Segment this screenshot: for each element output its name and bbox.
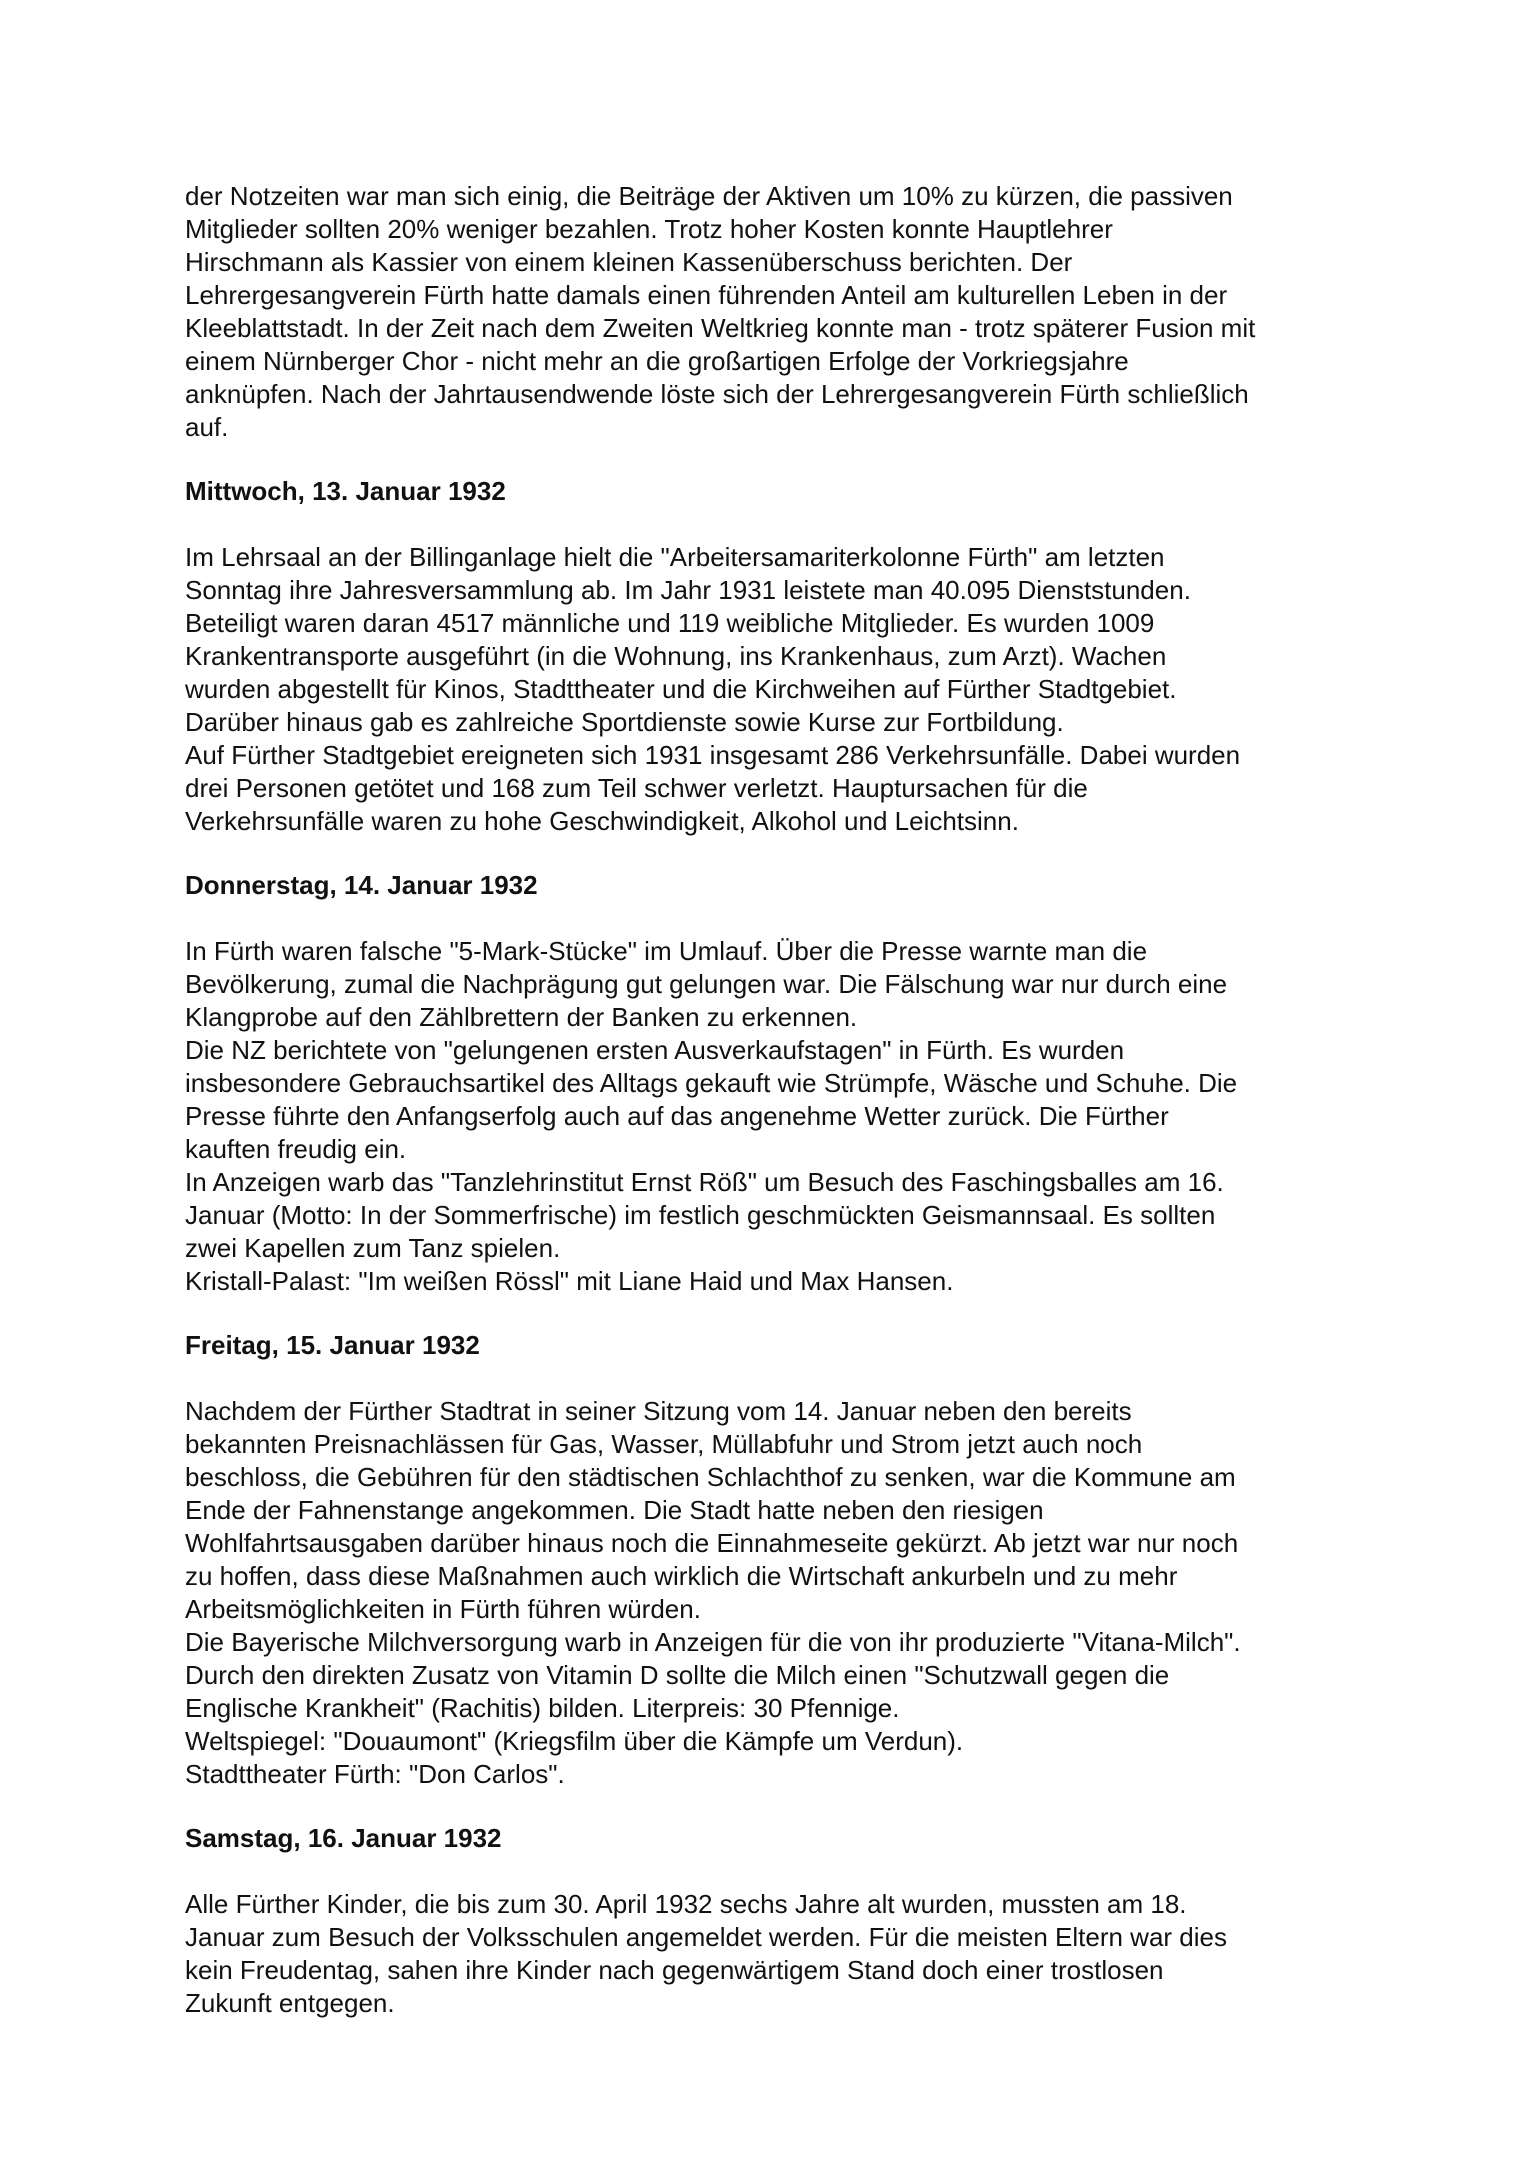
- text-line: Kristall-Palast: "Im weißen Rössl" mit Liane Haid und Max Hansen.: [185, 1266, 954, 1296]
- text-line: Januar (Motto: In der Sommerfrische) im festlich geschmückten Geismannsaal. Es sollten: [185, 1200, 1216, 1230]
- text-line: Die Bayerische Milchversorgung warb in Anzeigen für die von ihr produzierte "Vitana-Milch".: [185, 1627, 1241, 1657]
- text-line: drei Personen getötet und 168 zum Teil schwer verletzt. Hauptursachen für die: [185, 773, 1088, 803]
- text-line: Die NZ berichtete von "gelungenen ersten Ausverkaufstagen" in Fürth. Es wurden: [185, 1035, 1125, 1065]
- text-line: kein Freudentag, sahen ihre Kinder nach gegenwärtigem Stand doch einer trostlosen: [185, 1955, 1164, 1985]
- text-line: In Fürth waren falsche "5-Mark-Stücke" im Umlauf. Über die Presse warnte man die: [185, 936, 1148, 966]
- section-heading: Freitag, 15. Januar 1932: [185, 1330, 480, 1360]
- section-paragraph: [185, 541, 1370, 838]
- intro-paragraph: [185, 180, 1370, 444]
- section-paragraph: [185, 1395, 1370, 1791]
- text-line: Beteiligt waren daran 4517 männliche und 119 weibliche Mitglieder. Es wurden 1009: [185, 608, 1155, 638]
- text-line: Presse führte den Anfangserfolg auch auf das angenehme Wetter zurück. Die Fürther: [185, 1101, 1169, 1131]
- intro-line: Hirschmann als Kassier von einem kleinen Kassenüberschuss berichten. Der: [185, 247, 1073, 277]
- text-line: Stadttheater Fürth: "Don Carlos".: [185, 1759, 565, 1789]
- intro-line: auf.: [185, 412, 229, 442]
- intro-line: anknüpfen. Nach der Jahrtausendwende löste sich der Lehrergesangverein Fürth schließlich: [185, 379, 1249, 409]
- text-line: zwei Kapellen zum Tanz spielen.: [185, 1233, 561, 1263]
- text-line: Weltspiegel: "Douaumont" (Kriegsfilm über die Kämpfe um Verdun).: [185, 1726, 964, 1756]
- text-line: insbesondere Gebrauchsartikel des Alltags gekauft wie Strümpfe, Wäsche und Schuhe. Die: [185, 1068, 1238, 1098]
- text-line: Auf Fürther Stadtgebiet ereigneten sich 1931 insgesamt 286 Verkehrsunfälle. Dabei wurden: [185, 740, 1241, 770]
- text-line: Englische Krankheit" (Rachitis) bilden. Literpreis: 30 Pfennige.: [185, 1693, 900, 1723]
- text-line: Wohlfahrtsausgaben darüber hinaus noch die Einnahmeseite gekürzt. Ab jetzt war nur noch: [185, 1528, 1239, 1558]
- text-line: bekannten Preisnachlässen für Gas, Wasser, Müllabfuhr und Strom jetzt auch noch: [185, 1429, 1143, 1459]
- text-line: Arbeitsmöglichkeiten in Fürth führen würden.: [185, 1594, 701, 1624]
- text-line: Ende der Fahnenstange angekommen. Die Stadt hatte neben den riesigen: [185, 1495, 1044, 1525]
- section-paragraph: [185, 1888, 1370, 2020]
- text-line: Alle Fürther Kinder, die bis zum 30. April 1932 sechs Jahre alt wurden, mussten am 18.: [185, 1889, 1187, 1919]
- text-line: Nachdem der Fürther Stadtrat in seiner Sitzung vom 14. Januar neben den bereits: [185, 1396, 1132, 1426]
- text-line: Im Lehrsaal an der Billinganlage hielt die "Arbeitersamariterkolonne Fürth" am letzten: [185, 542, 1165, 572]
- section-heading: Samstag, 16. Januar 1932: [185, 1823, 502, 1853]
- sections-container: [185, 475, 1370, 2020]
- text-line: Klangprobe auf den Zählbrettern der Banken zu erkennen.: [185, 1002, 858, 1032]
- text-line: Bevölkerung, zumal die Nachprägung gut gelungen war. Die Fälschung war nur durch eine: [185, 969, 1228, 999]
- intro-line: Mitglieder sollten 20% weniger bezahlen. Trotz hoher Kosten konnte Hauptlehrer: [185, 214, 1113, 244]
- text-line: Darüber hinaus gab es zahlreiche Sportdienste sowie Kurse zur Fortbildung.: [185, 707, 1064, 737]
- text-line: wurden abgestellt für Kinos, Stadttheater und die Kirchweihen auf Fürther Stadtgebiet.: [185, 674, 1177, 704]
- text-line: beschloss, die Gebühren für den städtischen Schlachthof zu senken, war die Kommune am: [185, 1462, 1236, 1492]
- intro-line: einem Nürnberger Chor - nicht mehr an die großartigen Erfolge der Vorkriegsjahre: [185, 346, 1129, 376]
- intro-line: der Notzeiten war man sich einig, die Beiträge der Aktiven um 10% zu kürzen, die passiven: [185, 181, 1233, 211]
- text-line: Durch den direkten Zusatz von Vitamin D sollte die Milch einen "Schutzwall gegen die: [185, 1660, 1170, 1690]
- text-line: kauften freudig ein.: [185, 1134, 407, 1164]
- section-heading: Mittwoch, 13. Januar 1932: [185, 476, 506, 506]
- intro-line: Lehrergesangverein Fürth hatte damals einen führenden Anteil am kulturellen Leben in der: [185, 280, 1228, 310]
- text-line: Verkehrsunfälle waren zu hohe Geschwindigkeit, Alkohol und Leichtsinn.: [185, 806, 1019, 836]
- text-line: zu hoffen, dass diese Maßnahmen auch wirklich die Wirtschaft ankurbeln und zu mehr: [185, 1561, 1178, 1591]
- text-line: Januar zum Besuch der Volksschulen angemeldet werden. Für die meisten Eltern war dies: [185, 1922, 1227, 1952]
- section-heading: Donnerstag, 14. Januar 1932: [185, 870, 538, 900]
- section-paragraph: [185, 935, 1370, 1298]
- intro-line: Kleeblattstadt. In der Zeit nach dem Zweiten Weltkrieg konnte man - trotz späterer Fusion mit: [185, 313, 1256, 343]
- document-page: [185, 180, 1370, 2020]
- text-line: Sonntag ihre Jahresversammlung ab. Im Jahr 1931 leistete man 40.095 Dienststunden.: [185, 575, 1191, 605]
- text-line: Zukunft entgegen.: [185, 1988, 395, 2018]
- text-line: In Anzeigen warb das "Tanzlehrinstitut Ernst Röß" um Besuch des Faschingsballes am 16.: [185, 1167, 1224, 1197]
- text-line: Krankentransporte ausgeführt (in die Wohnung, ins Krankenhaus, zum Arzt). Wachen: [185, 641, 1167, 671]
